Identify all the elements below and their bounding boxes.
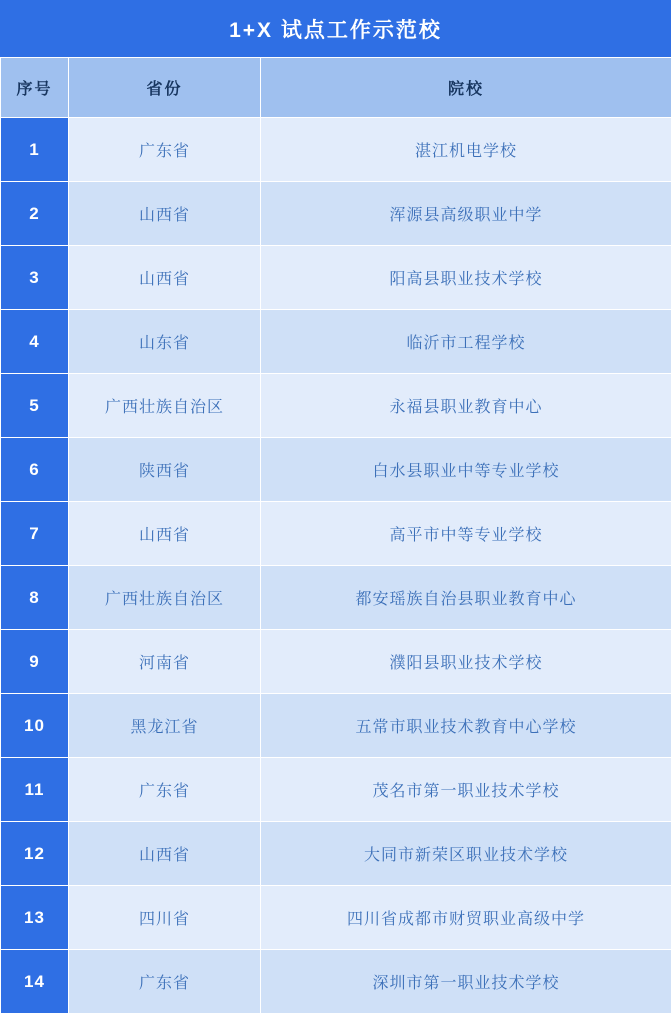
cell-province: 广东省 [69,758,261,822]
column-header-school: 院校 [261,58,671,118]
cell-province: 山西省 [69,246,261,310]
cell-index: 11 [1,758,69,822]
column-header-province: 省份 [69,58,261,118]
table-row [1,566,671,630]
table-body [1,118,671,1014]
table-row [1,822,671,886]
cell-province: 广西壮族自治区 [69,374,261,438]
cell-province: 广东省 [69,118,261,182]
cell-index: 12 [1,822,69,886]
table-row [1,694,671,758]
cell-school: 高平市中等专业学校 [261,502,671,566]
table-header-row [1,58,671,118]
cell-school: 四川省成都市财贸职业高级中学 [261,886,671,950]
cell-province: 山西省 [69,502,261,566]
table-header [1,58,671,118]
cell-school: 阳高县职业技术学校 [261,246,671,310]
table-row [1,630,671,694]
cell-province: 山东省 [69,310,261,374]
table-row [1,310,671,374]
pilot-schools-table [0,57,671,1014]
cell-school: 茂名市第一职业技术学校 [261,758,671,822]
cell-province: 四川省 [69,886,261,950]
cell-index: 8 [1,566,69,630]
cell-province: 山西省 [69,822,261,886]
table-row [1,502,671,566]
cell-school: 白水县职业中等专业学校 [261,438,671,502]
table-row [1,886,671,950]
cell-school: 永福县职业教育中心 [261,374,671,438]
cell-index: 14 [1,950,69,1014]
column-header-index: 序号 [1,58,69,118]
cell-province: 广西壮族自治区 [69,566,261,630]
cell-index: 2 [1,182,69,246]
cell-index: 3 [1,246,69,310]
table-row [1,246,671,310]
cell-index: 5 [1,374,69,438]
cell-index: 10 [1,694,69,758]
table-row [1,374,671,438]
cell-province: 山西省 [69,182,261,246]
cell-school: 都安瑶族自治县职业教育中心 [261,566,671,630]
cell-index: 1 [1,118,69,182]
cell-school: 濮阳县职业技术学校 [261,630,671,694]
table-row [1,118,671,182]
cell-province: 黑龙江省 [69,694,261,758]
cell-province: 广东省 [69,950,261,1014]
cell-school: 临沂市工程学校 [261,310,671,374]
table-row [1,950,671,1014]
cell-province: 河南省 [69,630,261,694]
table-row [1,438,671,502]
table-row [1,758,671,822]
cell-school: 深圳市第一职业技术学校 [261,950,671,1014]
cell-school: 五常市职业技术教育中心学校 [261,694,671,758]
page-title: 1+X 试点工作示范校 [0,0,671,57]
cell-school: 浑源县高级职业中学 [261,182,671,246]
cell-index: 13 [1,886,69,950]
table-row [1,182,671,246]
cell-index: 4 [1,310,69,374]
cell-index: 7 [1,502,69,566]
cell-province: 陕西省 [69,438,261,502]
cell-index: 9 [1,630,69,694]
cell-index: 6 [1,438,69,502]
cell-school: 湛江机电学校 [261,118,671,182]
cell-school: 大同市新荣区职业技术学校 [261,822,671,886]
